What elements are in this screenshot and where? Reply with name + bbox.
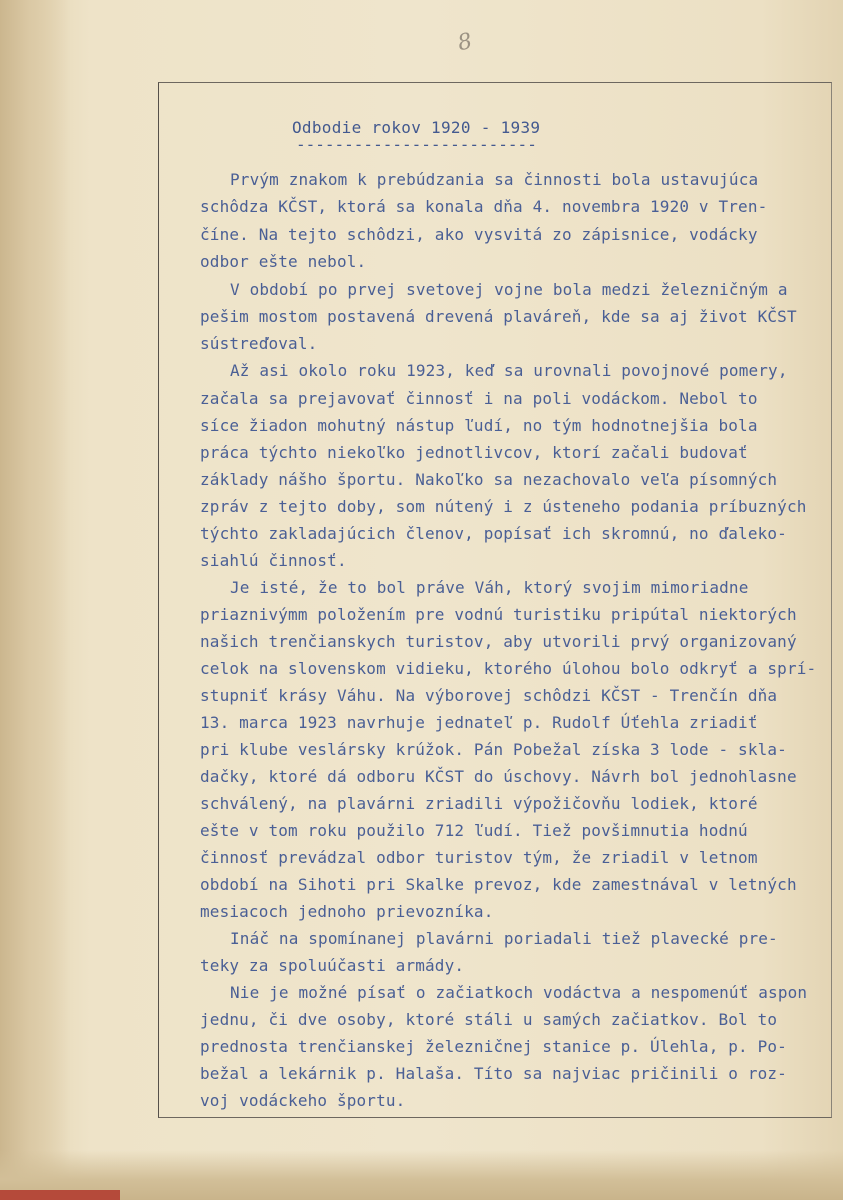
text-line: základy nášho športu. Nakoľko sa nezachovalo veľa písomných bbox=[200, 470, 778, 489]
text-line: V období po prvej svetovej vojne bola medzi železničným a bbox=[230, 280, 788, 299]
text-line: priaznivýmm položením pre vodnú turistiku pripútal niektorých bbox=[200, 605, 797, 624]
text-line: 13. marca 1923 navrhuje jednateľ p. Rudolf Úťehla zriadiť bbox=[200, 713, 758, 732]
text-line: teky za spoluúčasti armády. bbox=[200, 956, 465, 975]
page-title: Odbodie rokov 1920 - 1939 bbox=[292, 118, 541, 137]
text-line: Je isté, že to bol práve Váh, ktorý svojim mimoriadne bbox=[230, 578, 749, 597]
text-line: mesiacoch jednoho prievozníka. bbox=[200, 902, 494, 921]
text-line: začala sa prejavovať činnosť i na poli vodáckom. Nebol to bbox=[200, 389, 758, 408]
text-line: voj vodáckeho športu. bbox=[200, 1091, 406, 1110]
text-line: pešim mostom postavená drevená plaváreň, kde sa aj život KČST bbox=[200, 307, 797, 326]
text-line: období na Sihoti pri Skalke prevoz, kde zamestnával v letných bbox=[200, 875, 797, 894]
text-line: číne. Na tejto schôdzi, ako vysvitá zo zápisnice, vodácky bbox=[200, 225, 758, 244]
title-underline: ------------------------- bbox=[296, 135, 537, 154]
text-line: schôdza KČST, ktorá sa konala dňa 4. novembra 1920 v Tren- bbox=[200, 197, 768, 216]
text-line: jednu, či dve osoby, ktoré stáli u samých začiatkov. Bol to bbox=[200, 1010, 778, 1029]
text-line: Prvým znakom k prebúdzania sa činnosti bola ustavujúca bbox=[230, 170, 759, 189]
text-line: prednosta trenčianskej železničnej stanice p. Úlehla, p. Po- bbox=[200, 1037, 787, 1056]
text-line: ešte v tom roku použilo 712 ľudí. Tiež povšimnutia hodnú bbox=[200, 821, 748, 840]
text-line: práca týchto niekoľko jednotlivcov, ktorí začali budovať bbox=[200, 443, 748, 462]
bottom-fold bbox=[0, 1150, 843, 1200]
red-cover-edge bbox=[0, 1190, 120, 1200]
text-line: odbor ešte nebol. bbox=[200, 252, 367, 271]
text-line: zpráv z tejto doby, som nútený i z ústeneho podania príbuzných bbox=[200, 497, 807, 516]
text-line: siahlú činnosť. bbox=[200, 551, 347, 570]
text-line: činnosť prevádzal odbor turistov tým, že zriadil v letnom bbox=[200, 848, 758, 867]
text-line: stupniť krásy Váhu. Na výborovej schôdzi KČST - Trenčín dňa bbox=[200, 686, 778, 705]
text-line: Nie je možné písať o začiatkoch vodáctva a nespomenúť aspon bbox=[230, 983, 808, 1002]
text-line: týchto zakladajúcich členov, popísať ich skromnú, no ďaleko- bbox=[200, 524, 787, 543]
page-number: 8 bbox=[455, 28, 475, 57]
text-line: bežal a lekárnik p. Halaša. Títo sa najviac pričinili o roz- bbox=[200, 1064, 787, 1083]
text-line: sústreďoval. bbox=[200, 334, 318, 353]
text-line: pri klube veslársky krúžok. Pán Pobežal získa 3 lode - skla- bbox=[200, 740, 787, 759]
text-line: celok na slovenskom vidieku, ktorého úlohou bolo odkryť a sprí- bbox=[200, 659, 817, 678]
text-line: schválený, na plavárni zriadili výpožičovňu lodiek, ktoré bbox=[200, 794, 758, 813]
binding-shadow bbox=[0, 0, 70, 1200]
text-line: dačky, ktoré dá odboru KČST do úschovy. Návrh bol jednohlasne bbox=[200, 767, 797, 786]
text-line: Ináč na spomínanej plavárni poriadali tiež plavecké pre- bbox=[230, 929, 778, 948]
text-line: našich trenčianskych turistov, aby utvorili prvý organizovaný bbox=[200, 632, 797, 651]
text-line: Až asi okolo roku 1923, keď sa urovnali povojnové pomery, bbox=[230, 361, 788, 380]
text-line: síce žiadon mohutný nástup ľudí, no tým hodnotnejšia bola bbox=[200, 416, 758, 435]
